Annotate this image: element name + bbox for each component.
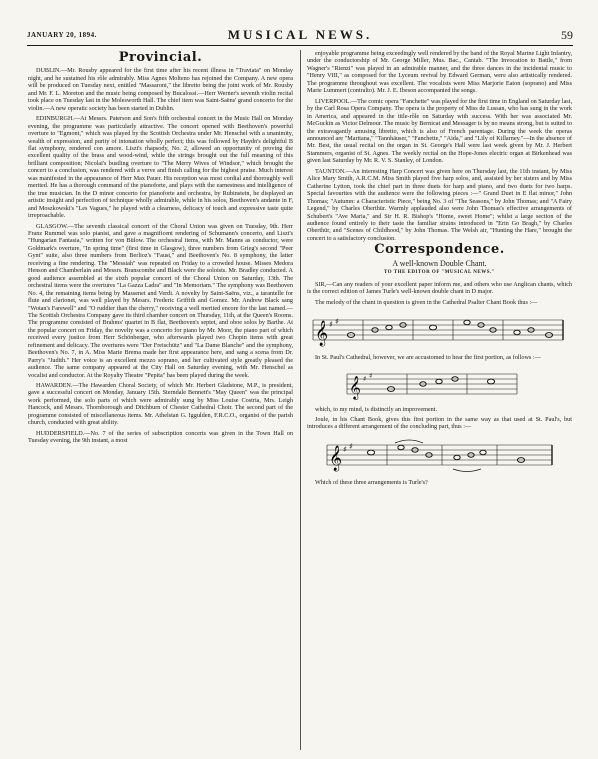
header-rule [27,45,573,46]
sharp-icon: ♯ [363,374,367,383]
page-number: 59 [561,28,573,42]
page-header [27,27,573,43]
chant-staff-stpauls [307,366,569,402]
hawarden-paragraph: HAWARDEN.—The Hawarden Choral Society, of which Mr. Herbert Gladstone, M.P., is president, gave a successful concert on Monday, January 15th. Sterndale Bennett's "May Queen" was the principal work performed, the solo parts of which were admirably sung by Miss Louise Costria, Mrs. Leigh Hancock, and Messrs. Thornborough and Ditchburn of Chester Cathedral Choir. The second part of the programme consisted of miscellaneous items. Mr. Athelstan G. Iggulden, F.R.C.O., organist of the parish church, conducted with great ability. [28,382,293,427]
treble-clef-icon: 𝄞 [315,321,329,347]
taunton-paragraph: TAUNTON.—An interesting Harp Concert was given here on Thursday last, the 11th instant, by Miss Alice Mary Smith, A.R.C.M. Miss Smith played five harp solos, and, assisted by her sisters and by Miss Catherine Lytton, took the chief part in three duets for harp and piano, and two duets for two harps. Special favourites with the audience were the following pieces :—" Grand Duet in E flat minor," John Thomas; "Autumn: a Characteristic Piece," being No. 3 of "The Seasons," by John Thomas; and "A Fairy Legend," by Charles Oberthür. Warmly applauded also were John Thomas's effective arrangements of Schubert's "Ave Maria," and Sir H. R. Bishop's "Home, sweet Home"; whilst a large section of the audience found entirely to their taste the familiar strains introduced in "Erin Go Bragh," by Charles Oberthür, and "Scenes of Childhood," by John Thomas. The Welsh air, "Hunting the Hare," brought the concert to a satisfactory conclusion. [307,167,572,242]
publication-title: MUSICAL NEWS. [227,27,373,42]
correspondence-heading: Correspondence. [374,242,505,258]
sharp-icon: ♯ [343,444,347,454]
glasgow-paragraph: GLASGOW.—The seventh classical concert of the Choral Union was given on Tuesday, 9th. Herr Franz Rummel was solo pianist, and gave a magnificent rendering of Schumann's concerto, and Liszt's "Hungarian Fantasia," written for von Bülow. The orchestral items, with Mr. Manns as conductor, were Goldmark's overture, "In spring time" (first time in Glasgow), three numbers from Grieg's second "Peer Gynt" suite, also three numbers from Berlioz's "Faust," and Beethoven's No. 8 symphony, the latter receiving a fine rendering. The "Messiah" was repeated on Friday to a crowded house. Misses Medora Henson and Chamberlain and Messrs. Branscombe and Black were the soloists. Mr. Bradley conducted. A good audience assembled at the sixth popular concert of the Choral Union on Saturday, 13th. The orchestral items were the overtures "La Gazza Ladra" and "In Memoriam." The symphony was Beethoven No. 4, the remaining items being by Massenet and Verdi. A novelty by Saint-Saëns, viz., a tarantelle for flute and clarionet, was well played by Messrs. Frederic Griffith and Gomez. Mr. Andrew Black sang "Wotan's Farewell" and "O ruddier than the cherry," receiving a well merited encore for the last named.—The Scottish Orchestra Company gave its third chamber concert on Thursday, 11th, at the Queen's Rooms. The programme consisted of Brahms' quartet in B flat, Beethoven's septet, and oboe solos by Barthe. At the popular concert on Friday, the novelty was a concerto for piano by Mr. Moor, the piano part of which received every justice from Herr Schönberger, who afterwards played two Chopin items with great refinement and delicacy. The overtures were "Der Freischütz" and "La Dame Blanche" and the symphony, Beethoven's No. 7, in A. Miss Marie Brema made her first appearance here, and sang a scena from Dr. Parry's "Judith." Her voice is an excellent mezzo soprano, and her cultivated style greatly pleased the audience. The same company appeared at the City Hall on Saturday evening, with Mr. Henschel as vocalist and conductor. At the Royalty Theatre "Pepita" has been played during the week. [28,222,293,379]
issue-date: JANUARY 20, 1894. [27,31,97,39]
letter-joule-intro: Joule, in his Chant Book, gives this first portion in the same way as that used at St. Paul's, but introduces a different arrangement of the concluding part, thus :— [307,415,572,431]
letter-melody-intro: The melody of the chant in question is given in the Cathedral Psalter Chant Book thus :— [315,298,538,306]
letter-title: A well-known Double Chant. [392,258,487,268]
right-column [307,50,572,489]
treble-clef-icon: 𝄞 [329,445,343,471]
treble-clef-icon: 𝄞 [349,374,361,399]
column-divider [300,50,301,750]
sharp-icon: ♯ [329,320,333,330]
letter-which-line: which, to my mind, is distinctly an improvement. [315,405,438,413]
letter-addressee: TO THE EDITOR OF "MUSICAL NEWS." [383,270,496,276]
letter-opening: SIR,—Can any readers of your excellent paper inform me, and others who use Anglican chants, which is the correct edition of James Turle's well-known double chant in D major. [307,280,572,296]
left-column [28,50,293,448]
letter-stpauls-intro: In St. Paul's Cathedral, however, we are accustomed to hear the first portion, as follows :— [315,354,541,362]
dublin-paragraph: DUBLIN.—Mr. Rousby appeared for the first time after his recent illness in "Traviata" on Monday night, and he sustained his rôle admirably. Miss Agnes Molteno has rejoined the Company. A new opera will be produced on Tuesday next, entitled "Massaroni," the libretto being the joint work of Mr. Rousby and Mr. F. L. Moreton and the music being composed by Bucalossi.—Herr Werner's seventh violin recital took place on Tuesday last in the Molesworth Hall. The chief item was Saint-Saëns' grand concerto for the violin.—A new operatic society has been started in Dublin. [28,67,293,112]
provincial-heading: Provincial. [118,50,203,65]
chant-staff-joule [307,435,569,475]
chant-staff-psalter [307,310,569,350]
huddersfield-continued: enjoyable programme being exceedingly well rendered by the band of the Royal Marine Light Infantry, under the conductorship of Mr. George Miller, Mus. Bac., Cantab. "The Invocation to Battle," from Wagner's "Rienzi" was played in an admirable manner, and the three dances in the incidental music to "Henry VIII," as composed for the Lyceum revival by Edward German, were also artistically rendered. The programme throughout was excellent. The vocalists were Miss Marjorie Eaton (soprano) and Miss Marie Lummert (contralto). Mr. J. E. Ibeson accompanied the songs. [307,50,572,95]
sharp-icon: ♯ [369,371,373,380]
edinburgh-paragraph: EDINBURGH.—At Messrs. Paterson and Son's fifth orchestral concert in the Music Hall on Monday evening, the programme was particularly attractive. The concert opened with Beethoven's powerful overture to "Egmont," which was played by the Scottish Orchestra under Mr. Henschel with a unanimity, wealth of expression, and purity of intonation wholly perfect; this was followed by Haydn's delightful B flat symphony, rendered con amore. Liszt's rhapsody, No. 2, allowed an opportunity of proving the excellent quality of the brass and wood-wind, while the strings brought out the full meaning of this brilliant composition; Nicolai's bustling overture to "The Merry Wives of Windsor," which brought the concert to a conclusion, was rendered with a verve and finish calling for the highest praise. Much interest was manifested in the appearance of Herr Max Pauer. His reception was most cordial and thoroughly well merited. He has a thorough command of the pianoforte, and plays with the earnestness and intelligence of the true musician. In the D minor concerto for pianoforte and orchestra, by Rubinstein, he displayed an artistic insight and perfection of technique wholly admirable, while in his solos, Beethoven's andante in F, and Moszkowski's "Les Vagues," he played with a clearness, delicacy of touch and expressive taste quite irreproachable. [28,115,293,220]
huddersfield-paragraph: HUDDERSFIELD.—No. 7 of the series of subscription concerts was given in the Town Hall on Tuesday evening, the 9th instant, a most [28,429,293,445]
letter-closing-question: Which of these three arrangements is Turle's? [315,478,428,486]
sharp-icon: ♯ [349,441,353,451]
sharp-icon: ♯ [335,317,339,327]
liverpool-paragraph: LIVERPOOL.—The comic opera "Fanchette" was played for the first time in England on Saturday last, by the Carl Rosa Opera Company. The opera is the property of Miss de Lussan, who has sung in the work in America, and appeared in the title-rôle on Saturday with success. With her was associated Mr. McGuckin as Victor Delmour. The music by Bernicat and Messager is by no means strong, but is suited to the extravagantly amusing libretto, which is also of French parentage. During the week the operas announced are "Maritana," "Tannhäuser," "Fanchette," "Aida," and "Lily of Killarney."—In the absence of Mr. Best, the usual recital on the organ in St. George's Hall were last week given by Mr. J. Herbert Stammers, organist of St. Agnes. The weekly recital on the Hope-Jones electric organ at Birkenhead was given last Saturday by Mr. R. V. S. Stanley, of London. [307,97,572,165]
